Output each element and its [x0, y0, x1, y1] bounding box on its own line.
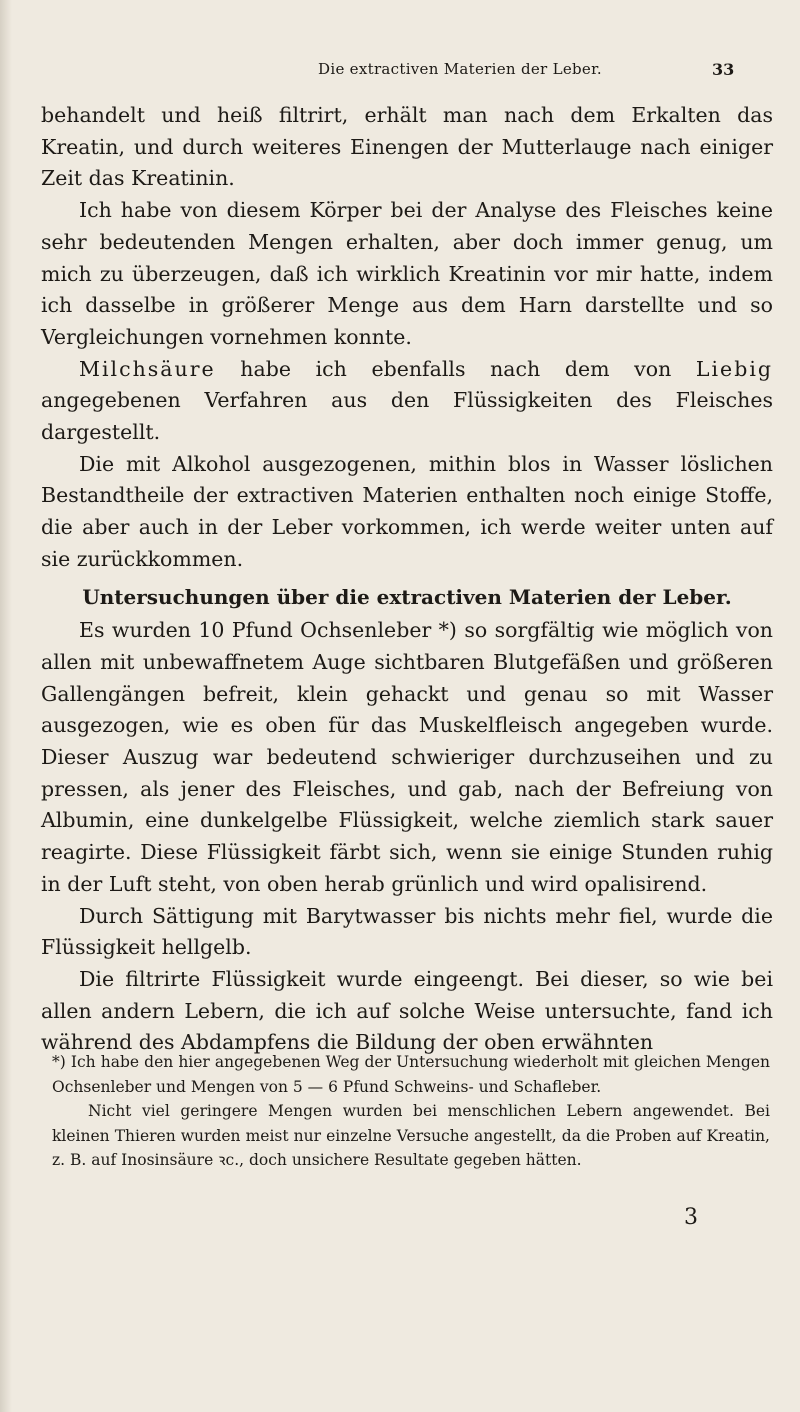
page-number: 33	[712, 60, 735, 79]
paragraph-2: Ich habe von diesem Körper bei der Analyse des Fleisches keine sehr bedeutenden Mengen erhalten, aber doch immer genug, um mich zu überzeugen, daß ich wirklich Kreatinin vor mir hatte, indem ich dasselbe in größerer Menge aus dem Harn darstellte und so Vergleichungen vornehmen konnte.	[41, 198, 773, 349]
section-heading: Untersuchungen über die extractiven Materien der Leber.	[82, 584, 732, 609]
paragraph-1: behandelt und heiß filtrirt, erhält man nach dem Erkalten das Kreatin, und durch weiteres Einengen der Mutterlauge nach einiger Zeit das Kreatinin.	[41, 103, 773, 191]
paragraph-7: Die filtrirte Flüssigkeit wurde eingeengt. Bei dieser, so wie bei allen andern Lebern, die ich auf solche Weise untersuchte, fand ich während des Abdampfens die Bildung der oben erwähnten	[41, 966, 773, 1055]
name-liebig: Liebig	[695, 356, 773, 381]
paragraph-3-part-a: habe ich ebenfalls nach dem von	[215, 356, 696, 381]
signature-mark: 3	[684, 1205, 698, 1230]
paragraph-3-part-b: angegebenen Verfahren aus den Flüssigkeiten des Fleisches dargestellt.	[41, 388, 773, 445]
body-text	[41, 100, 773, 1059]
footnote-2: Nicht viel geringere Mengen wurden bei menschlichen Lebern angewendet. Bei kleinen Thieren wurden meist nur einzelne Versuche angestellt, da die Proben auf Kreatin, z. B. auf Inosinsäure ꝛc., doch unsichere Resultate gegeben hätten.	[52, 1102, 770, 1169]
footnote-1: *) Ich habe den hier angegebenen Weg der Untersuchung wiederholt mit gleichen Mengen Ochsenleber und Mengen von 5 — 6 Pfund Schweins- und Schafleber.	[52, 1053, 770, 1096]
term-milchsaeure: Milchsäure	[79, 356, 216, 381]
paragraph-5: Es wurden 10 Pfund Ochsenleber *) so sorgfältig wie möglich von allen mit unbewaffnetem Auge sichtbaren Blutgefäßen und größeren Gallengängen befreit, klein gehackt und genau so mit Wasser ausgezogen, wie es oben für das Muskelfleisch angegeben wurde. Dieser Auszug war bedeutend schwieriger durchzuseihen und zu pressen, als jener des Fleisches, und gab, nach der Befreiung von Albumin, eine dunkelgelbe Flüssigkeit, welche ziemlich stark sauer reagirte. Diese Flüssigkeit färbt sich, wenn sie einige Stunden ruhig in der Luft steht, von oben herab grünlich und wird opalisirend.	[41, 618, 773, 896]
page-edge-shadow	[0, 0, 12, 1412]
running-title: Die extractiven Materien der Leber.	[318, 60, 602, 78]
paragraph-3	[41, 354, 773, 449]
paragraph-6: Durch Sättigung mit Barytwasser bis nichts mehr fiel, wurde die Flüssigkeit hellgelb.	[41, 903, 773, 960]
footnotes	[52, 1050, 770, 1173]
paragraph-4: Die mit Alkohol ausgezogenen, mithin blos in Wasser löslichen Bestandtheile der extractiven Materien enthalten noch einige Stoffe, die aber auch in der Leber vorkommen, ich werde weiter unten auf sie zurückkommen.	[41, 451, 773, 571]
